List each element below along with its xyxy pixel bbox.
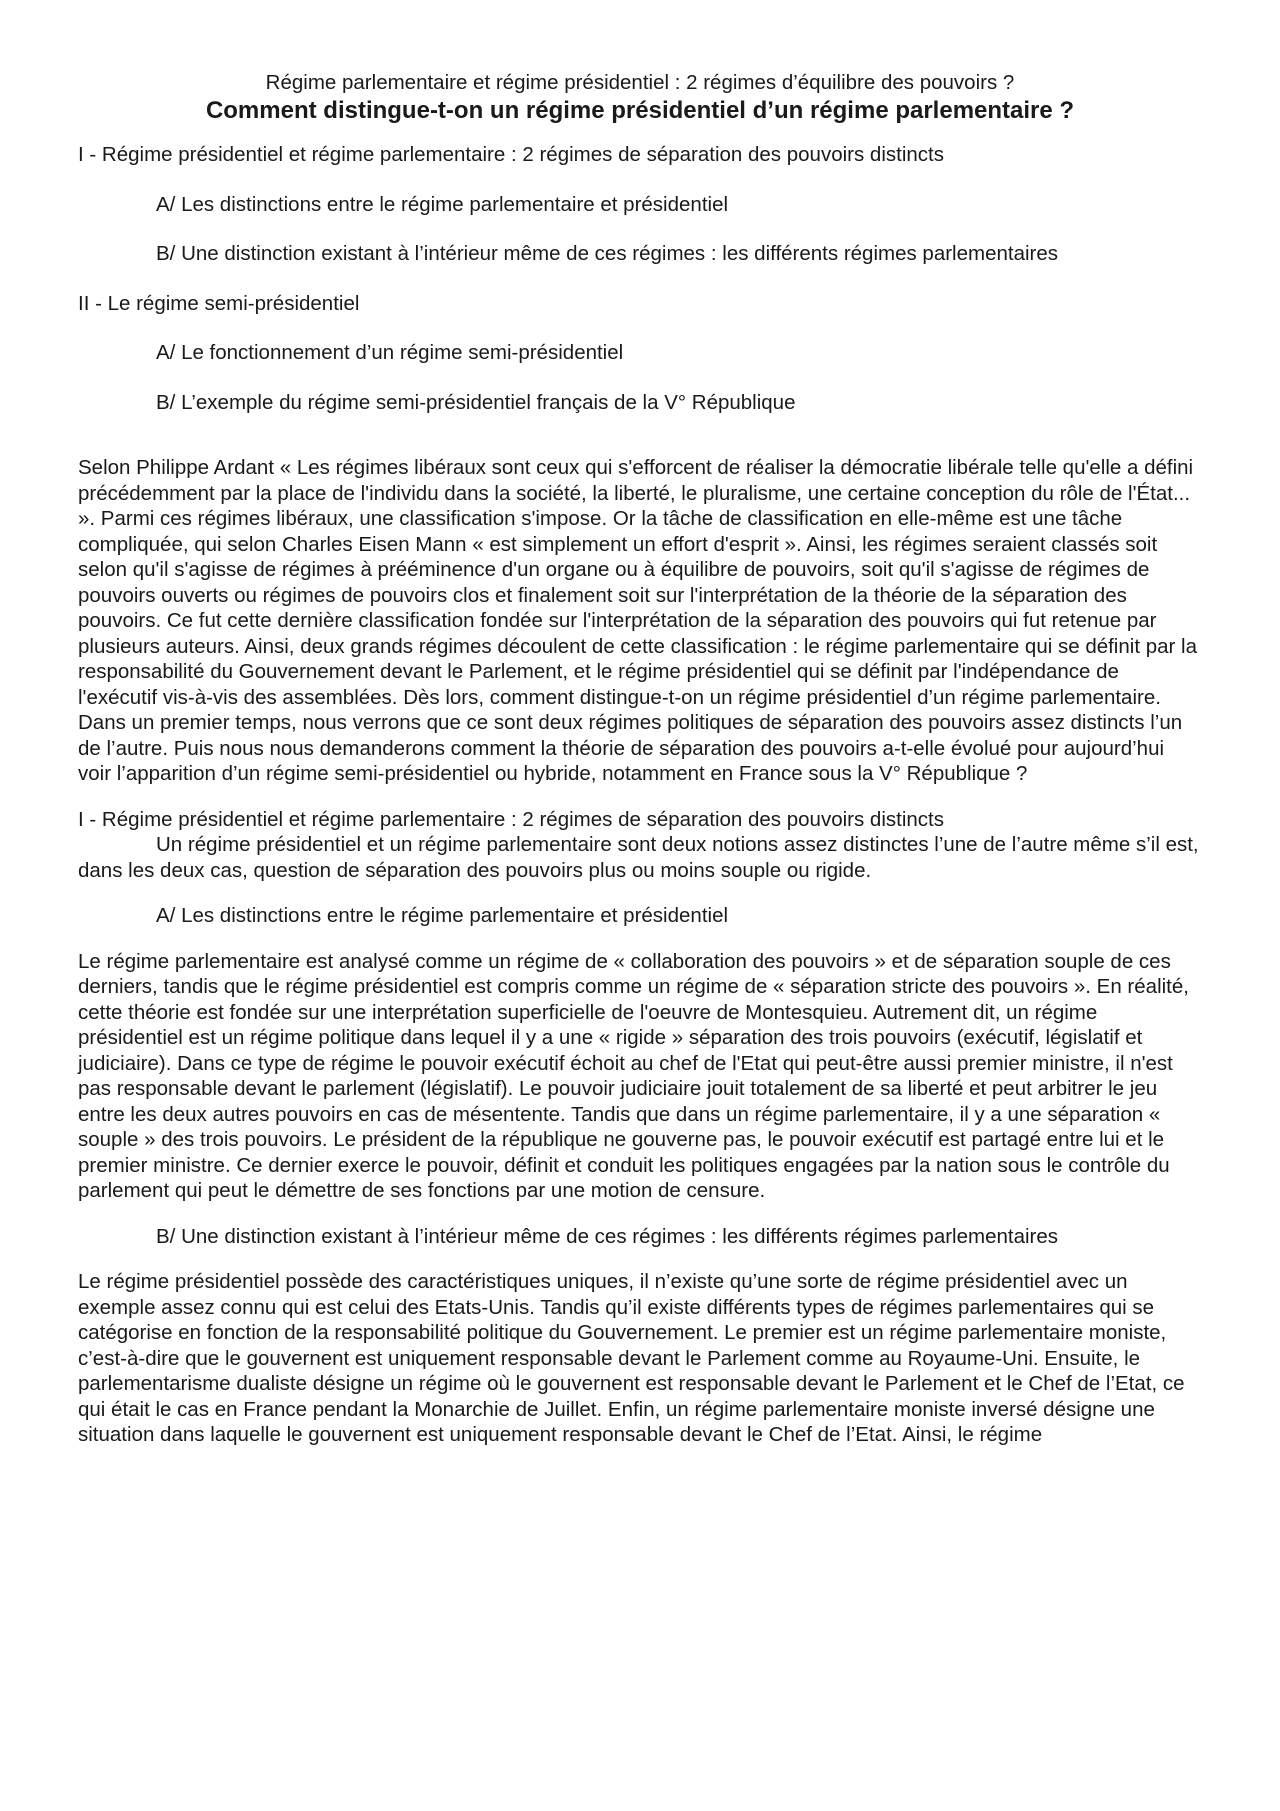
plan-part2-b: B/ L’exemple du régime semi-présidentiel français de la V° République: [156, 390, 796, 414]
section1-b-paragraph: Le régime présidentiel possède des caractéristiques uniques, il n’existe qu’une sorte de régime présidentiel avec un exemple assez connu qui est celui des Etats-Unis. Tandis qu’il existe différents types de régimes parlementaires qui se catégorise en fonction de la responsabilité politique du Gouvernement. Le premier est un régime parlementaire moniste, c’est-à-dire que le gouvernent est uniquement responsable devant le Parlement comme au Royaume-Uni. Ensuite, le parlementarisme dualiste désigne un régime où le gouvernent est responsable devant le Parlement et le Chef de l’Etat, ce qui était le cas en France pendant la Monarchie de Juillet. Enfin, un régime parlementaire moniste inversé désigne une situation dans laquelle le gouvernent est uniquement responsable devant le Chef de l’Etat. Ainsi, le régime: [78, 1270, 1185, 1446]
plan-part1-b: B/ Une distinction existant à l’intérieur même de ces régimes : les différents régimes parlementaires: [156, 242, 1059, 265]
document-title: Comment distingue-t-on un régime présidentiel d’un régime parlementaire ?: [205, 97, 1075, 124]
plan-outline: [78, 142, 1202, 415]
section1-lead-paragraph: Un régime présidentiel et un régime parlementaire sont deux notions assez distinctes l’une de l’autre même s’il est, dans les deux cas, question de séparation des pouvoirs plus ou moins souple ou rigide.: [78, 833, 1199, 882]
section1-heading: I - Régime présidentiel et régime parlementaire : 2 régimes de séparation des pouvoirs distincts: [78, 807, 944, 831]
section1-b-heading: B/ Une distinction existant à l’intérieur même de ces régimes : les différents régimes parlementaires: [156, 1224, 1059, 1248]
section1-a-heading: A/ Les distinctions entre le régime parlementaire et présidentiel: [156, 904, 729, 927]
section1-a-paragraph: Le régime parlementaire est analysé comme un régime de « collaboration des pouvoirs » et de séparation souple de ces derniers, tandis que le régime présidentiel est compris comme un régime de « séparation stricte des pouvoirs ». En réalité, cette théorie est fondée sur une interprétation superficielle de l'oeuvre de Montesquieu. Autrement dit, un régime présidentiel est un régime politique dans lequel il y a une « rigide » séparation des trois pouvoirs (exécutif, législatif et judiciaire). Dans ce type de régime le pouvoir exécutif échoit au chef de l'Etat qui peut-être aussi premier ministre, il n'est pas responsable devant le parlement (législatif). Le pouvoir judiciaire jouit totalement de sa liberté et peut arbitrer le jeu entre les deux autres pouvoirs en cas de mésentente. Tandis que dans un régime parlementaire, il y a une séparation « souple » des trois pouvoirs. Le président de la république ne gouverne pas, le pouvoir exécutif est partagé entre lui et le premier ministre. Ce dernier exerce le pouvoir, définit et conduit les politiques engagées par la nation sous le contrôle du parlement qui peut le démettre de ses fonctions par une motion de censure.: [78, 949, 1189, 1202]
plan-part1-a: A/ Les distinctions entre le régime parlementaire et présidentiel: [156, 192, 729, 216]
plan-part2: II - Le régime semi-présidentiel: [78, 291, 360, 315]
document-subtitle: Régime parlementaire et régime présidentiel : 2 régimes d’équilibre des pouvoirs ?: [265, 71, 1015, 94]
plan-part1: I - Régime présidentiel et régime parlementaire : 2 régimes de séparation des pouvoirs distincts: [78, 143, 944, 166]
introduction-paragraph: Selon Philippe Ardant « Les régimes libéraux sont ceux qui s'efforcent de réaliser la démocratie libérale telle qu'elle a défini précédemment par la place de l'individu dans la société, la liberté, le pluralisme, une certaine conception du rôle de l'État... ». Parmi ces régimes libéraux, une classification s'impose. Or la tâche de classification en elle-même est une tâche compliquée, qui selon Charles Eisen Mann « est simplement un effort d'esprit ». Ainsi, les régimes seraient classés soit selon qu'il s'agisse de régimes à prééminence d'un organe ou à équilibre de pouvoirs, soit qu'il s'agisse de régimes de pouvoirs ouverts ou régimes de pouvoirs clos et finalement soit sur l'interprétation de la théorie de la séparation des pouvoirs. Ce fut cette dernière classification fondée sur l'interprétation de la séparation des pouvoirs qui fut retenue par plusieurs auteurs. Ainsi, deux grands régimes découlent de cette classification : le régime parlementaire qui se définit par la responsabilité du Gouvernement devant le Parlement, et le régime présidentiel qui se définit par l'indépendance de l'exécutif vis-à-vis des assemblées. Dès lors, comment distingue-t-on un régime présidentiel d’un régime parlementaire. Dans un premier temps, nous verrons que ce sont deux régimes politiques de séparation des pouvoirs assez distincts l’un de l’autre. Puis nous nous demanderons comment la théorie de séparation des pouvoirs a-t-elle évolué pour aujourd’hui voir l’apparition d’un régime semi-présidentiel ou hybride, notamment en France sous la V° République ?: [78, 456, 1197, 785]
plan-part2-a: A/ Le fonctionnement d’un régime semi-présidentiel: [156, 341, 624, 364]
